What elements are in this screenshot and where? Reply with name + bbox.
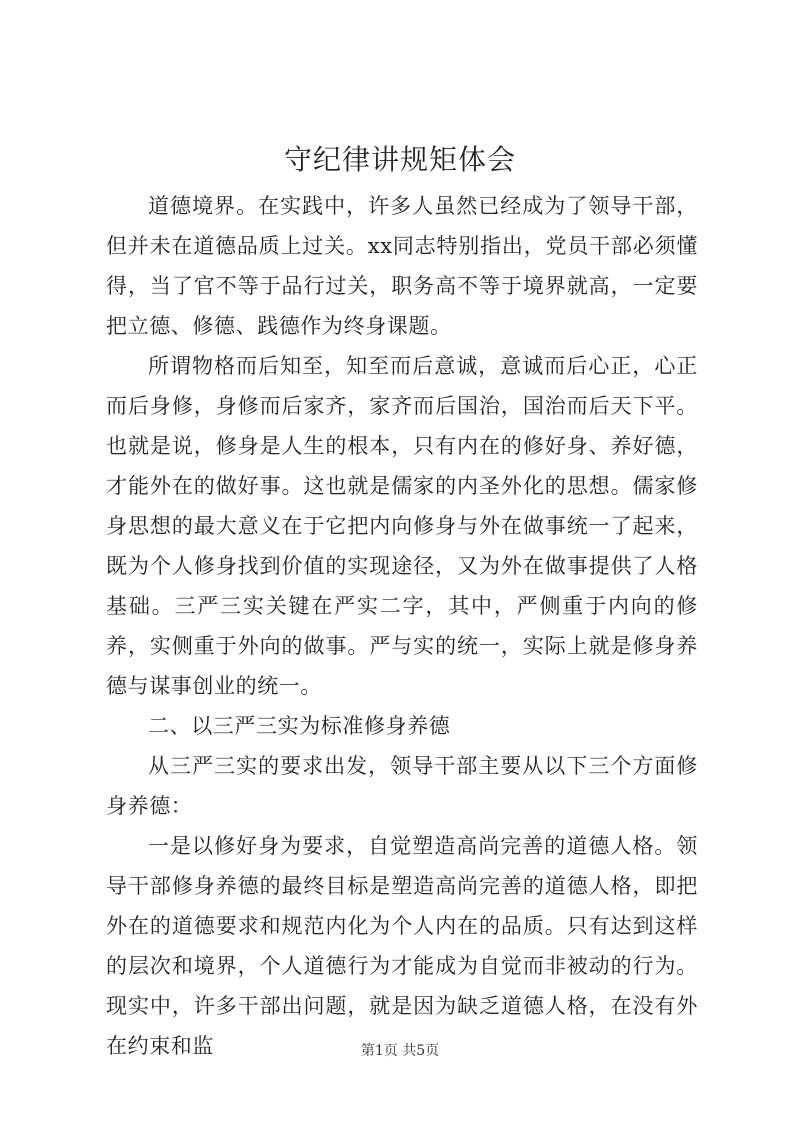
- page-footer: 第1页 共5页: [360, 1043, 440, 1059]
- paragraph: 道德境界。在实践中，许多人虽然已经成为了领导干部，但并未在道德品质上过关。xx同志特别指出，党员干部必须懂得，当了官不等于品行过关，职务高不等于境界就高，一定要把立德、修德、践德作为终身课题。: [106, 194, 698, 338]
- section-heading: 二、以三严三实为标准修身养德: [148, 714, 451, 738]
- document-body: [106, 186, 698, 1066]
- document-title: 守纪律讲规矩体会: [283, 143, 516, 176]
- paragraph: 从三严三实的要求出发，领导干部主要从以下三个方面修身养德：: [106, 754, 698, 818]
- paragraph: 所谓物格而后知至，知至而后意诚，意诚而后心正，心正而后身修，身修而后家齐，家齐而后国治，国治而后天下平。也就是说，修身是人生的根本，只有内在的修好身、养好德，才能外在的做好事。这也就是儒家的内圣外化的思想。儒家修身思想的最大意义在于它把内向修身与外在做事统一了起来，既为个人修身找到价值的实现途径，又为外在做事提供了人格基础。三严三实关键在严实二字，其中，严侧重于内向的修养，实侧重于外向的做事。严与实的统一，实际上就是修身养德与谋事创业的统一。: [106, 354, 698, 698]
- paragraph: 一是以修好身为要求，自觉塑造高尚完善的道德人格。领导干部修身养德的最终目标是塑造高尚完善的道德人格，即把外在的道德要求和规范内化为个人内在的品质。只有达到这样的层次和境界，个人道德行为才能成为自觉而非被动的行为。现实中，许多干部出问题，就是因为缺乏道德人格，在没有外在约束和监: [106, 834, 698, 1058]
